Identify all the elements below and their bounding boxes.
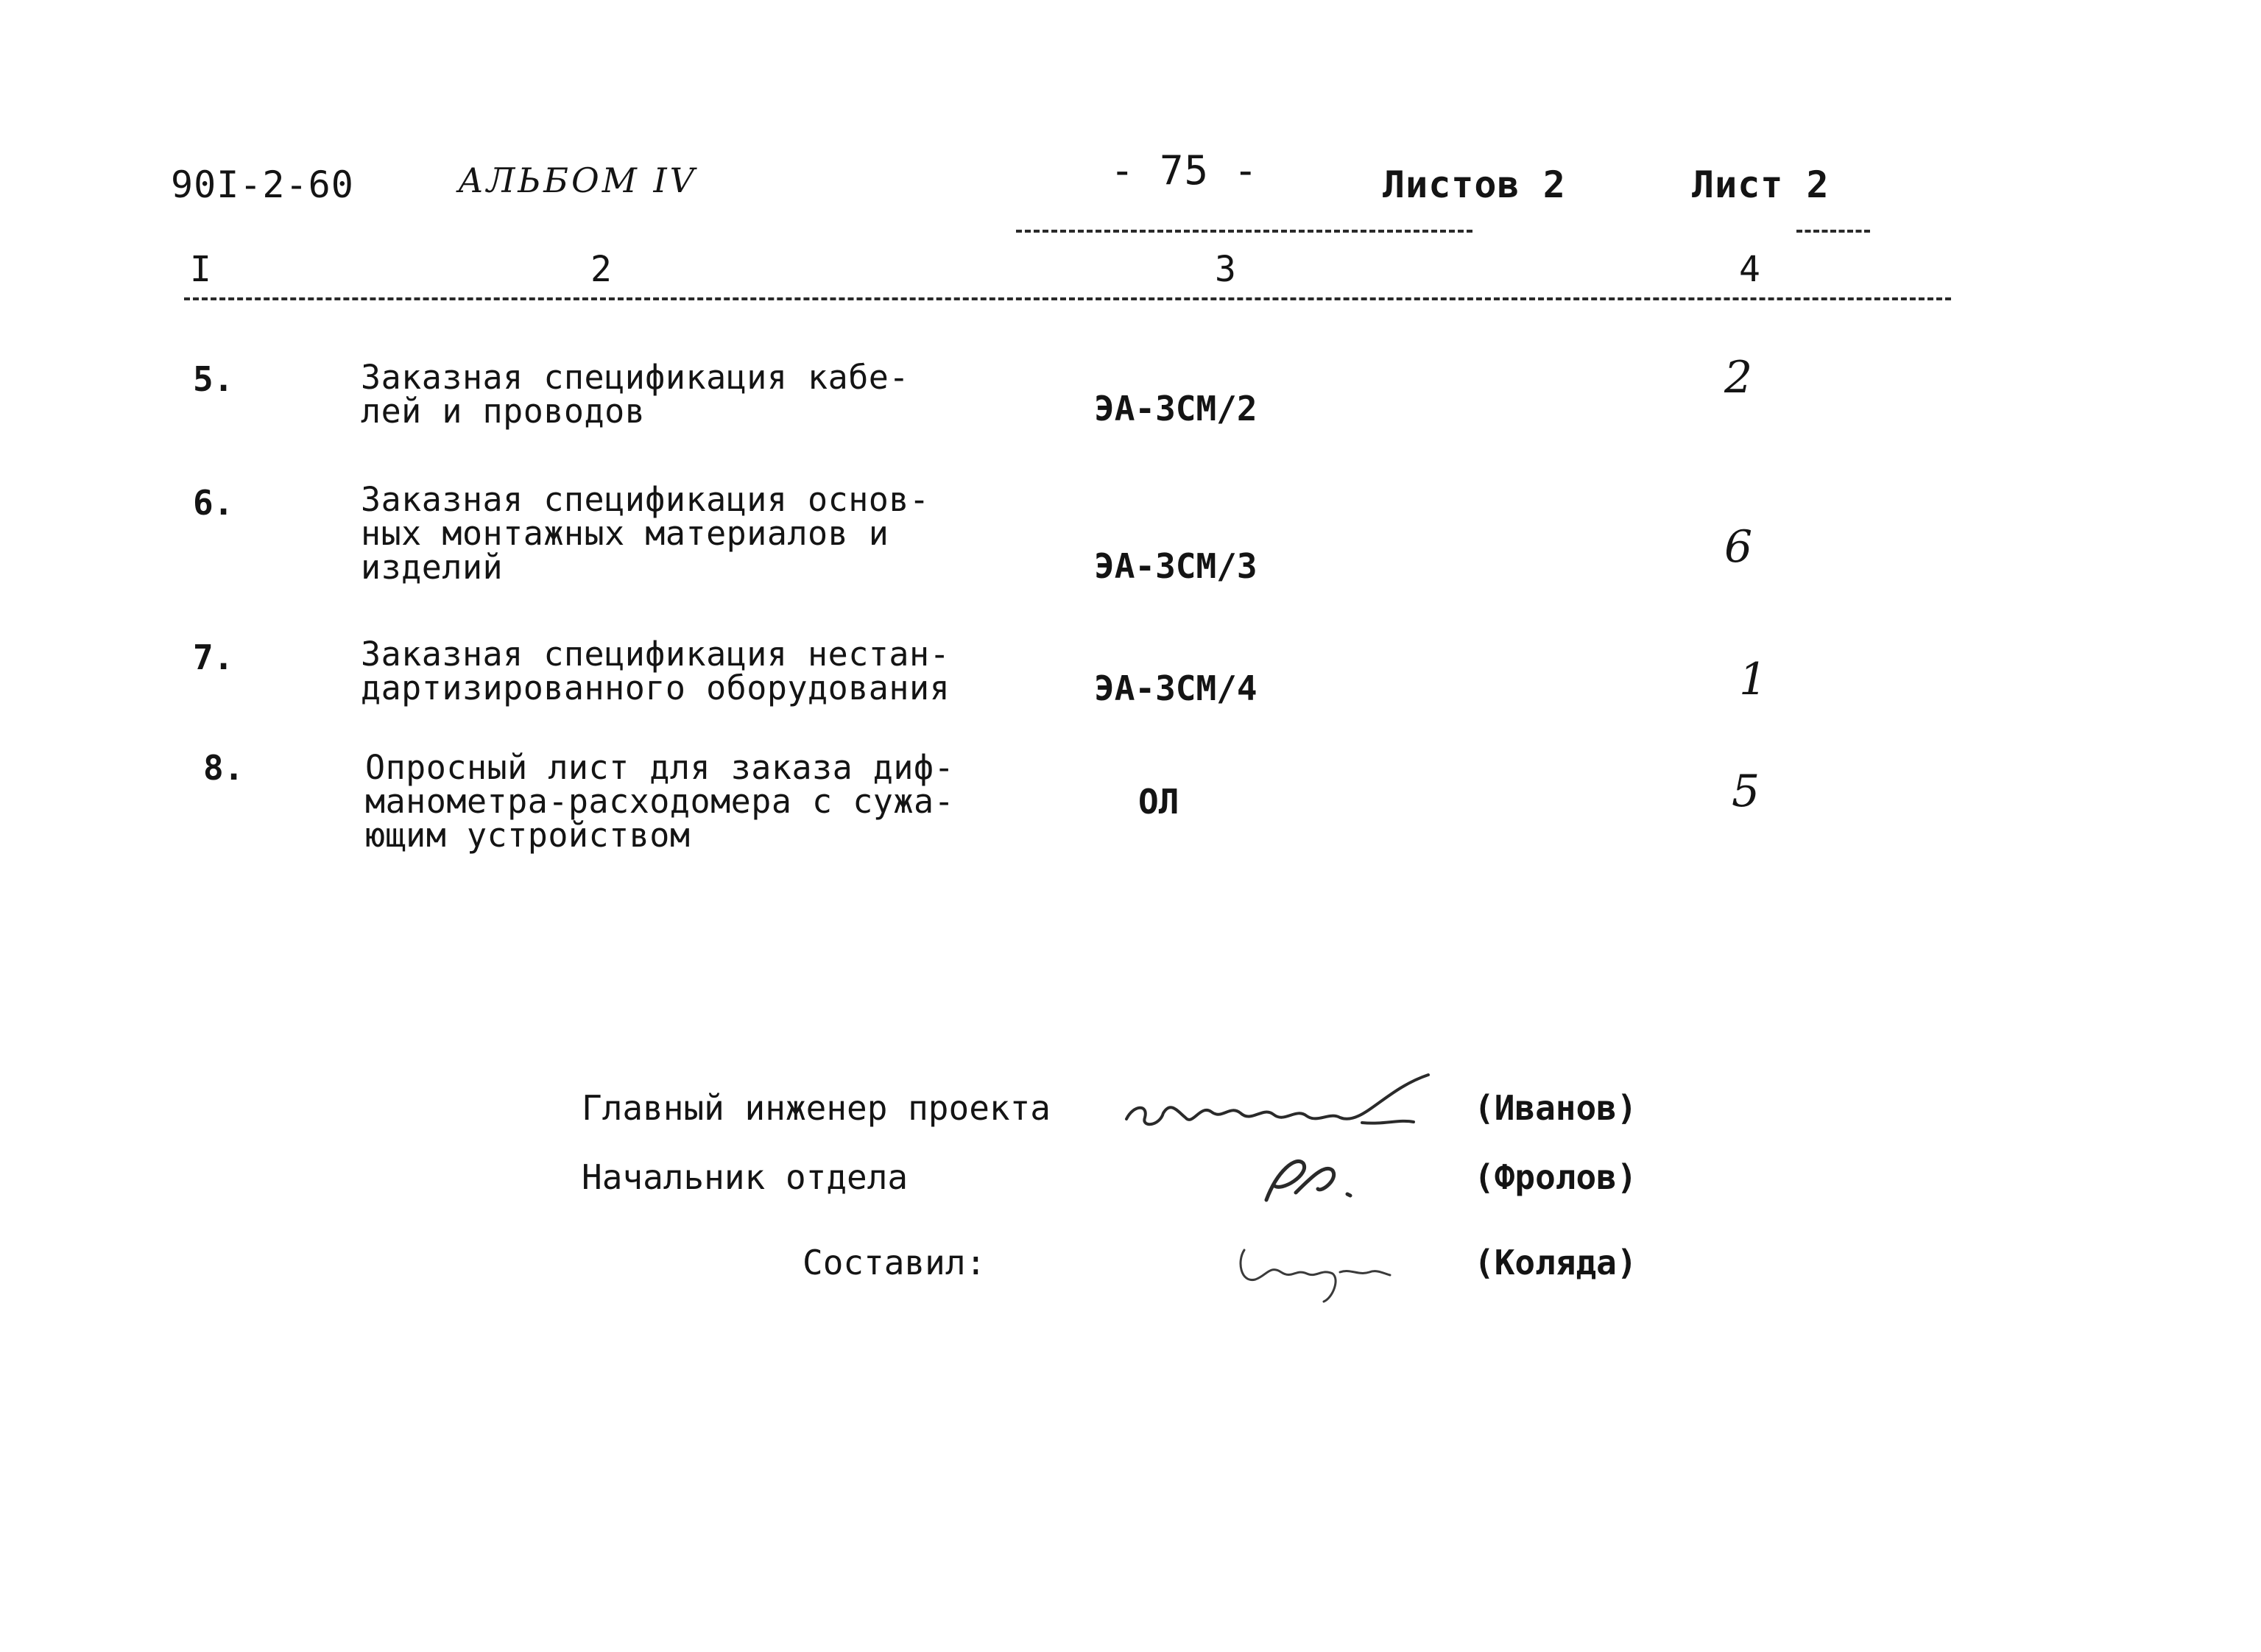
row-code: ЭА-ЗСМ/4 [1094,668,1258,708]
row-number: 7. [193,638,234,677]
row-number: 8. [203,748,244,788]
row-code: ЭА-ЗСМ/2 [1094,389,1258,428]
table-header-rule [184,297,1951,300]
column-number-3: 3 [1215,249,1236,290]
signature-name: (Иванов) [1474,1088,1637,1128]
signature-name: (Фролов) [1474,1157,1637,1197]
signature-name: (Коляда) [1474,1243,1637,1282]
signature-kolyada-image [1230,1228,1399,1309]
page-number: - 75 - [1110,147,1259,194]
column-number-2: 2 [590,249,612,290]
row-number: 6. [193,483,234,523]
row-sheets: 2 [1724,352,1753,403]
sheets-total: Листов 2 [1383,163,1566,206]
signature-role: Главный инженер проекта [582,1088,1051,1128]
header-underline-right [1796,230,1870,233]
row-sheets: 5 [1732,766,1760,817]
row-code: ЭА-ЗСМ/3 [1094,546,1258,586]
row-number: 5. [193,359,234,399]
signature-ivanov-image [1119,1060,1450,1141]
column-number-4: 4 [1739,249,1760,290]
signature-role: Составил: [803,1243,987,1282]
header-underline [1016,230,1472,233]
album-label: АЛЬБОМ IV [458,160,697,200]
signature-role: Начальник отдела [582,1157,909,1197]
row-code: ОЛ [1138,782,1179,822]
row-sheets: 1 [1739,654,1768,705]
row-description: Заказная спецификация кабе- лей и проводов [361,358,909,431]
row-description: Заказная спецификация нестан- дартизированного оборудования [361,635,950,707]
signature-frolov-image [1252,1141,1369,1207]
document-number: 90I-2-60 [171,163,354,206]
row-sheets: 6 [1724,521,1753,573]
column-number-1: I [190,249,211,290]
row-description: Заказная спецификация основ- ных монтажных материалов и изделий [361,480,930,587]
sheet-number: Лист 2 [1692,163,1830,206]
row-description: Опросный лист для заказа диф- манометра-расходомера с сужа- ющим устройством [365,748,955,855]
